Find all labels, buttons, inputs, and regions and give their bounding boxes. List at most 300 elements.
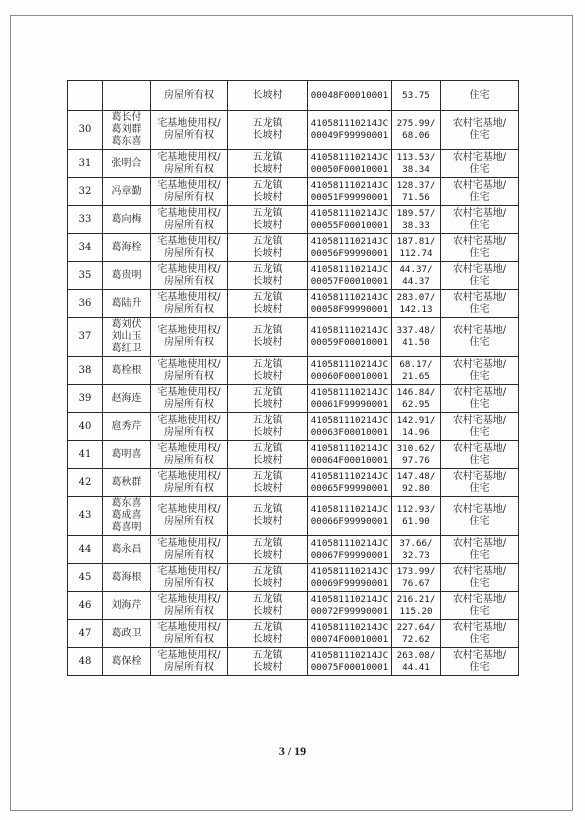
land-use-line: 农村宅基地/ [452, 386, 507, 398]
table-row [68, 564, 519, 592]
table-row [68, 469, 519, 497]
location-line: 长坡村 [252, 549, 283, 561]
right-type-cell [151, 81, 228, 111]
right-type-cell [151, 620, 228, 648]
parcel-code-line: 00067F99990001 [310, 549, 389, 561]
location-line: 五龙镇 [252, 593, 283, 605]
area-cell [392, 648, 441, 676]
location-cell [228, 536, 308, 564]
land-use-cell [441, 178, 519, 206]
parcel-code-line: 410581110214JC [310, 565, 389, 577]
location-cell [228, 385, 308, 413]
table-row [68, 206, 519, 234]
parcel-code-line: 410581110214JC [310, 291, 389, 303]
parcel-code-line: 410581110214JC [310, 358, 389, 370]
parcel-code-line: 410581110214JC [310, 151, 389, 163]
parcel-code-line: 00075F00010001 [310, 661, 389, 673]
parcel-code-line: 00072F99990001 [310, 605, 389, 617]
parcel-code-cell [308, 497, 392, 536]
parcel-code-line: 00064F00010001 [310, 454, 389, 466]
parcel-code-cell [308, 413, 392, 441]
location-cell [228, 262, 308, 290]
owner-name: 葛政卫 [111, 627, 142, 639]
location-cell [228, 111, 308, 150]
owner-name-cell [103, 150, 151, 178]
land-use-line: 农村宅基地/ [452, 151, 507, 163]
right-type-line: 宅基地使用权/ [157, 358, 221, 370]
area-line: 216.21/ [396, 593, 436, 605]
parcel-code-line: 00066F99990001 [310, 516, 389, 527]
area-line: 263.08/ [396, 649, 436, 661]
parcel-code-line: 00048F00010001 [310, 89, 389, 101]
location-cell [228, 178, 308, 206]
row-number-cell: 31 [68, 150, 103, 178]
area-cell [392, 385, 441, 413]
owner-name: 葛海栓 [111, 241, 142, 253]
land-use-line: 农村宅基地/ [452, 649, 507, 661]
row-number-cell: 38 [68, 357, 103, 385]
parcel-code-line: 00058F99990001 [310, 303, 389, 315]
owner-name-cell [103, 206, 151, 234]
parcel-code-cell [308, 564, 392, 592]
land-use-line: 住宅 [469, 275, 490, 287]
parcel-code-line: 410581110214JC [310, 179, 389, 191]
land-use-cell [441, 111, 519, 150]
area-line: 68.06 [402, 130, 430, 141]
area-line: 41.50 [402, 337, 430, 348]
row-number-cell: 34 [68, 234, 103, 262]
right-type-line: 宅基地使用权/ [157, 565, 221, 577]
owner-name-cell [103, 178, 151, 206]
right-type-cell [151, 385, 228, 413]
table-row [68, 357, 519, 385]
location-cell [228, 469, 308, 497]
owner-name: 冯章勤 [111, 185, 142, 197]
area-cell [392, 318, 441, 357]
land-use-line: 住宅 [469, 454, 490, 466]
right-type-line: 房屋所有权 [164, 577, 214, 589]
right-type-line: 宅基地使用权/ [157, 414, 221, 426]
area-line: 14.96 [402, 426, 430, 438]
area-line: 128.37/ [396, 179, 436, 191]
right-type-line: 宅基地使用权/ [157, 291, 221, 303]
row-number-cell: 43 [68, 497, 103, 536]
parcel-code-cell [308, 178, 392, 206]
row-number-cell: 33 [68, 206, 103, 234]
land-use-line: 农村宅基地/ [452, 593, 507, 605]
location-line: 五龙镇 [252, 263, 283, 275]
location-line: 长坡村 [252, 482, 283, 494]
parcel-code-line: 00060F00010001 [310, 370, 389, 382]
right-type-line: 宅基地使用权/ [157, 325, 221, 336]
right-type-line: 房屋所有权 [164, 516, 214, 527]
land-use-line: 农村宅基地/ [452, 537, 507, 549]
location-line: 五龙镇 [252, 358, 283, 370]
land-use-cell [441, 413, 519, 441]
area-line: 71.56 [402, 191, 430, 203]
owner-name: 葛长付 [111, 112, 142, 123]
location-cell [228, 497, 308, 536]
owner-name-cell [103, 564, 151, 592]
land-use-cell [441, 497, 519, 536]
area-cell [392, 620, 441, 648]
land-use-cell [441, 564, 519, 592]
location-line: 长坡村 [252, 303, 283, 315]
right-type-line: 房屋所有权 [164, 89, 214, 101]
parcel-code-line: 410581110214JC [310, 263, 389, 275]
land-use-line: 住宅 [469, 605, 490, 617]
location-line: 长坡村 [252, 370, 283, 382]
parcel-code-line: 410581110214JC [310, 235, 389, 247]
right-type-line: 房屋所有权 [164, 191, 214, 203]
parcel-code-cell [308, 648, 392, 676]
right-type-cell [151, 469, 228, 497]
owner-name-cell [103, 441, 151, 469]
owner-name-cell [103, 497, 151, 536]
location-line: 五龙镇 [252, 442, 283, 454]
location-line: 长坡村 [252, 661, 283, 673]
area-line: 32.73 [402, 549, 430, 561]
area-line: 146.84/ [396, 386, 436, 398]
location-line: 长坡村 [252, 454, 283, 466]
land-use-line: 住宅 [469, 577, 490, 589]
land-use-line: 农村宅基地/ [452, 207, 507, 219]
row-number-cell: 35 [68, 262, 103, 290]
location-line: 长坡村 [252, 577, 283, 589]
parcel-code-line: 410581110214JC [310, 470, 389, 482]
land-use-line: 农村宅基地/ [452, 442, 507, 454]
land-use-line: 住宅 [469, 247, 490, 259]
land-use-line: 住宅 [469, 633, 490, 645]
location-line: 长坡村 [252, 89, 283, 101]
right-type-line: 房屋所有权 [164, 549, 214, 561]
location-line: 长坡村 [252, 191, 283, 203]
parcel-code-line: 00056F99990001 [310, 247, 389, 259]
location-cell [228, 620, 308, 648]
land-use-cell [441, 592, 519, 620]
land-use-line: 农村宅基地/ [452, 235, 507, 247]
owner-name: 葛东喜 [111, 136, 142, 147]
area-cell [392, 469, 441, 497]
parcel-code-line: 410581110214JC [310, 649, 389, 661]
area-line: 187.81/ [396, 235, 436, 247]
owner-name-cell [103, 234, 151, 262]
location-cell [228, 150, 308, 178]
row-number-cell: 48 [68, 648, 103, 676]
location-cell [228, 441, 308, 469]
parcel-code-line: 410581110214JC [310, 386, 389, 398]
right-type-line: 房屋所有权 [164, 130, 214, 141]
owner-name: 葛刘伏 [111, 319, 142, 330]
area-line: 38.34 [402, 163, 430, 175]
parcel-code-cell [308, 150, 392, 178]
table-row [68, 620, 519, 648]
area-line: 72.62 [402, 633, 430, 645]
parcel-code-line: 00059F00010001 [310, 337, 389, 348]
area-line: 76.67 [402, 577, 430, 589]
right-type-cell [151, 111, 228, 150]
land-use-line: 住宅 [469, 303, 490, 315]
right-type-line: 宅基地使用权/ [157, 504, 221, 515]
area-line: 61.90 [402, 516, 430, 527]
parcel-code-cell [308, 206, 392, 234]
owner-name: 张明合 [111, 157, 142, 169]
right-type-line: 房屋所有权 [164, 303, 214, 315]
location-line: 长坡村 [252, 163, 283, 175]
right-type-cell [151, 564, 228, 592]
parcel-code-cell [308, 81, 392, 111]
right-type-line: 房屋所有权 [164, 454, 214, 466]
row-number-cell: 44 [68, 536, 103, 564]
land-use-line: 农村宅基地/ [452, 414, 507, 426]
parcel-code-line: 410581110214JC [310, 621, 389, 633]
area-line: 37.66/ [399, 537, 433, 549]
parcel-code-line: 410581110214JC [310, 414, 389, 426]
location-line: 五龙镇 [252, 325, 283, 336]
owner-name-cell [103, 592, 151, 620]
right-type-line: 宅基地使用权/ [157, 235, 221, 247]
land-use-cell [441, 234, 519, 262]
right-type-cell [151, 592, 228, 620]
land-use-line: 农村宅基地/ [452, 470, 507, 482]
area-line: 275.99/ [396, 118, 436, 129]
land-use-line: 农村宅基地/ [452, 118, 507, 129]
parcel-code-line: 410581110214JC [310, 504, 389, 515]
area-line: 44.37 [402, 275, 430, 287]
location-cell [228, 564, 308, 592]
location-line: 五龙镇 [252, 118, 283, 129]
parcel-code-line: 00065F99990001 [310, 482, 389, 494]
area-line: 53.75 [402, 89, 430, 101]
area-line: 97.76 [402, 454, 430, 466]
table-row [68, 385, 519, 413]
parcel-code-cell [308, 262, 392, 290]
location-cell [228, 592, 308, 620]
location-line: 五龙镇 [252, 151, 283, 163]
right-type-cell [151, 357, 228, 385]
parcel-code-cell [308, 111, 392, 150]
owner-name-cell [103, 290, 151, 318]
row-number-cell: 45 [68, 564, 103, 592]
area-line: 142.91/ [396, 414, 436, 426]
right-type-cell [151, 206, 228, 234]
land-use-cell [441, 357, 519, 385]
parcel-code-line: 410581110214JC [310, 593, 389, 605]
area-cell [392, 81, 441, 111]
owner-name-cell [103, 469, 151, 497]
owner-name: 葛保栓 [111, 655, 142, 667]
area-cell [392, 111, 441, 150]
right-type-cell [151, 178, 228, 206]
parcel-code-cell [308, 536, 392, 564]
right-type-line: 房屋所有权 [164, 605, 214, 617]
land-use-line: 农村宅基地/ [452, 358, 507, 370]
location-line: 长坡村 [252, 398, 283, 410]
land-use-line: 农村宅基地/ [452, 179, 507, 191]
land-use-cell [441, 318, 519, 357]
area-line: 62.95 [402, 398, 430, 410]
owner-name: 葛海根 [111, 571, 142, 583]
area-line: 283.07/ [396, 291, 436, 303]
land-use-line: 住宅 [469, 426, 490, 438]
parcel-code-line: 00057F00010001 [310, 275, 389, 287]
location-line: 长坡村 [252, 130, 283, 141]
owner-name: 葛贵明 [111, 269, 142, 281]
owner-name: 赵海连 [111, 392, 142, 404]
parcel-code-cell [308, 620, 392, 648]
row-number-cell: 32 [68, 178, 103, 206]
property-register-table [67, 80, 519, 676]
right-type-cell [151, 413, 228, 441]
location-line: 长坡村 [252, 275, 283, 287]
owner-name: 刘山玉 [111, 331, 142, 342]
right-type-line: 房屋所有权 [164, 398, 214, 410]
table-row [68, 234, 519, 262]
table-row [68, 318, 519, 357]
location-line: 五龙镇 [252, 565, 283, 577]
area-line: 142.13 [399, 303, 433, 315]
owner-name-cell [103, 385, 151, 413]
parcel-code-line: 00050F00010001 [310, 163, 389, 175]
owner-name: 葛向梅 [111, 213, 142, 225]
right-type-line: 宅基地使用权/ [157, 207, 221, 219]
location-line: 五龙镇 [252, 291, 283, 303]
table-row [68, 81, 519, 111]
area-line: 68.17/ [399, 358, 433, 370]
parcel-code-line: 410581110214JC [310, 118, 389, 129]
right-type-line: 宅基地使用权/ [157, 442, 221, 454]
location-line: 五龙镇 [252, 649, 283, 661]
location-line: 五龙镇 [252, 235, 283, 247]
location-cell [228, 206, 308, 234]
land-use-line: 住宅 [469, 219, 490, 231]
land-use-line: 农村宅基地/ [452, 504, 507, 515]
owner-name: 葛东喜 [111, 498, 142, 509]
location-cell [228, 318, 308, 357]
right-type-line: 房屋所有权 [164, 163, 214, 175]
parcel-code-cell [308, 592, 392, 620]
owner-name: 葛陆升 [111, 297, 142, 309]
right-type-line: 房屋所有权 [164, 275, 214, 287]
area-cell [392, 150, 441, 178]
table-body [68, 81, 519, 676]
location-line: 五龙镇 [252, 414, 283, 426]
owner-name: 葛刘群 [111, 124, 142, 135]
location-cell [228, 357, 308, 385]
parcel-code-line: 00074F00010001 [310, 633, 389, 645]
right-type-line: 宅基地使用权/ [157, 593, 221, 605]
row-number-cell [68, 81, 103, 111]
right-type-line: 房屋所有权 [164, 247, 214, 259]
page-number: 3 / 19 [278, 744, 307, 758]
table-row [68, 441, 519, 469]
parcel-code-cell [308, 385, 392, 413]
parcel-code-line: 00063F00010001 [310, 426, 389, 438]
location-cell [228, 648, 308, 676]
area-cell [392, 413, 441, 441]
area-line: 44.37/ [399, 263, 433, 275]
right-type-cell [151, 234, 228, 262]
area-line: 115.20 [399, 605, 433, 617]
area-line: 112.93/ [396, 504, 436, 515]
location-cell [228, 234, 308, 262]
table-row [68, 536, 519, 564]
table-row [68, 648, 519, 676]
location-cell [228, 413, 308, 441]
location-line: 长坡村 [252, 247, 283, 259]
parcel-code-line: 410581110214JC [310, 442, 389, 454]
location-line: 长坡村 [252, 219, 283, 231]
land-use-cell [441, 150, 519, 178]
owner-name-cell [103, 262, 151, 290]
location-line: 五龙镇 [252, 207, 283, 219]
land-use-line: 住宅 [469, 549, 490, 561]
right-type-line: 宅基地使用权/ [157, 470, 221, 482]
land-use-line: 住宅 [469, 130, 490, 141]
area-line: 44.41 [402, 661, 430, 673]
location-line: 五龙镇 [252, 179, 283, 191]
land-use-line: 住宅 [469, 661, 490, 673]
land-use-line: 农村宅基地/ [452, 291, 507, 303]
right-type-cell [151, 497, 228, 536]
land-use-line: 农村宅基地/ [452, 263, 507, 275]
land-use-line: 农村宅基地/ [452, 621, 507, 633]
parcel-code-line: 00055F00010001 [310, 219, 389, 231]
parcel-code-line: 410581110214JC [310, 537, 389, 549]
land-use-line: 住宅 [469, 370, 490, 382]
parcel-code-cell [308, 441, 392, 469]
right-type-line: 宅基地使用权/ [157, 151, 221, 163]
land-use-line: 住宅 [469, 191, 490, 203]
area-line: 21.65 [402, 370, 430, 382]
owner-name: 葛喜明 [111, 522, 142, 533]
land-use-cell [441, 648, 519, 676]
row-number-cell: 42 [68, 469, 103, 497]
location-line: 长坡村 [252, 516, 283, 527]
land-use-cell [441, 290, 519, 318]
right-type-cell [151, 441, 228, 469]
row-number-cell: 36 [68, 290, 103, 318]
parcel-code-cell [308, 234, 392, 262]
parcel-code-line: 00069F99990001 [310, 577, 389, 589]
area-line: 310.62/ [396, 442, 436, 454]
area-cell [392, 206, 441, 234]
land-use-line: 住宅 [469, 89, 490, 101]
land-use-line: 住宅 [469, 482, 490, 494]
land-use-cell [441, 262, 519, 290]
right-type-line: 房屋所有权 [164, 337, 214, 348]
area-cell [392, 178, 441, 206]
location-line: 长坡村 [252, 633, 283, 645]
owner-name: 扈秀芹 [111, 420, 142, 432]
right-type-line: 宅基地使用权/ [157, 179, 221, 191]
parcel-code-cell [308, 318, 392, 357]
parcel-code-line: 00061F99990001 [310, 398, 389, 410]
owner-name: 葛红卫 [111, 343, 142, 354]
owner-name: 刘海芹 [111, 599, 142, 611]
location-cell [228, 290, 308, 318]
row-number-cell: 46 [68, 592, 103, 620]
owner-name-cell [103, 413, 151, 441]
right-type-line: 房屋所有权 [164, 370, 214, 382]
right-type-line: 房屋所有权 [164, 633, 214, 645]
right-type-line: 房屋所有权 [164, 482, 214, 494]
row-number-cell: 37 [68, 318, 103, 357]
right-type-line: 宅基地使用权/ [157, 537, 221, 549]
location-line: 长坡村 [252, 337, 283, 348]
parcel-code-cell [308, 357, 392, 385]
parcel-code-cell [308, 290, 392, 318]
